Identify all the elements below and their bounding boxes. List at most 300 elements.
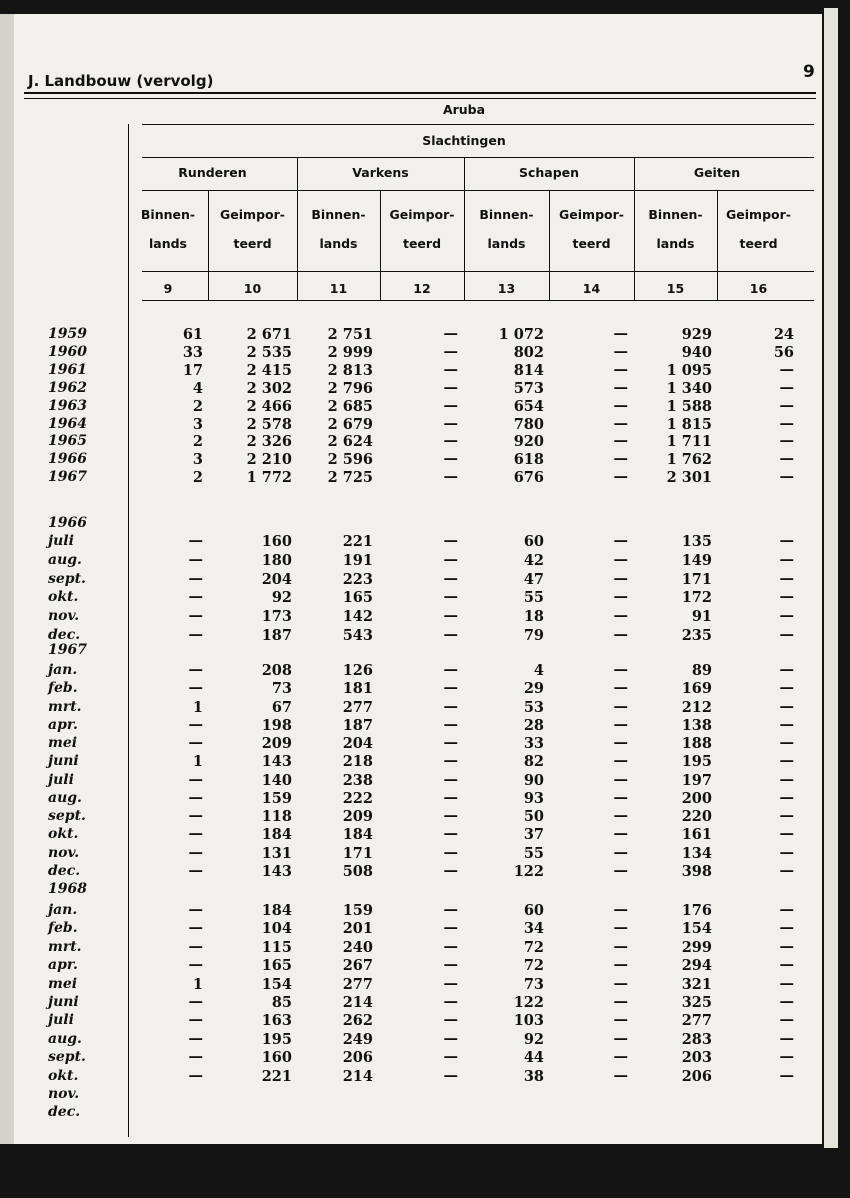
table-cell: 154	[681, 920, 712, 938]
table-cell: 197	[681, 771, 712, 789]
table-cell: 85	[271, 994, 292, 1011]
table-cell: —	[779, 533, 794, 549]
table-cell: —	[613, 902, 628, 918]
table-cell: —	[188, 808, 203, 824]
row-label: mei	[48, 735, 78, 751]
table-cell: —	[443, 716, 458, 733]
table-cell: —	[613, 589, 628, 606]
table-cell: 2 415	[246, 361, 292, 379]
table-cell: 73	[523, 975, 544, 993]
table-cell: 18	[523, 608, 544, 626]
table-cell: 161	[681, 826, 712, 844]
table-cell: —	[779, 1012, 794, 1029]
table-cell: —	[779, 451, 794, 468]
table-cell: 149	[681, 551, 712, 569]
table-cell: —	[188, 771, 203, 788]
table-cell: 2 679	[327, 415, 373, 433]
table-cell: 780	[513, 415, 544, 433]
table-cell: 209	[261, 735, 292, 752]
sub-header: Geimpor- teerd	[220, 207, 285, 251]
table-cell: —	[613, 735, 628, 751]
table-cell: —	[613, 608, 628, 625]
sub-header: Geimpor- teerd	[559, 207, 624, 251]
table-cell: 38	[523, 1067, 544, 1085]
table-cell: 195	[261, 1030, 292, 1048]
table-cell: 206	[681, 1067, 712, 1085]
table-cell: 2	[192, 469, 203, 487]
table-cell: —	[188, 680, 203, 697]
table-cell: 122	[513, 994, 544, 1011]
table-cell: —	[779, 789, 794, 806]
table-cell: 53	[523, 698, 544, 716]
table-cell: 187	[342, 716, 373, 734]
table-cell: 195	[681, 753, 712, 771]
row-label: mrt.	[48, 938, 82, 955]
table-cell: —	[443, 957, 458, 974]
table-cell: 160	[261, 533, 292, 550]
table-cell: —	[779, 1067, 794, 1084]
table-cell: 238	[342, 771, 373, 789]
table-cell: 171	[342, 844, 373, 862]
table-cell: 2 326	[246, 433, 292, 451]
table-cell: —	[613, 771, 628, 788]
table-cell: —	[188, 1067, 203, 1084]
sub-header: Binnen- lands	[479, 207, 534, 251]
table-cell: —	[443, 789, 458, 806]
table-cell: 103	[513, 1012, 544, 1030]
table-cell: 929	[681, 326, 712, 343]
row-label: juli	[48, 533, 74, 549]
table-cell: 55	[523, 844, 544, 862]
table-cell: 90	[523, 771, 544, 789]
table-cell: —	[443, 326, 458, 342]
row-label: sept.	[48, 1049, 86, 1066]
table-cell: 2 210	[246, 451, 292, 469]
table-cell: —	[443, 397, 458, 414]
table-cell: 165	[261, 957, 292, 975]
row-label: jan.	[48, 662, 78, 678]
table-cell: 4	[192, 379, 203, 397]
row-label: 1966	[48, 451, 87, 468]
row-label: juli	[48, 771, 74, 788]
row-label: 1961	[48, 361, 87, 378]
table-cell: —	[188, 1012, 203, 1029]
table-cell: 214	[342, 1067, 373, 1085]
row-label: 1960	[48, 343, 87, 360]
region-label: Aruba	[442, 102, 486, 117]
table-cell: —	[443, 975, 458, 992]
rule-region	[142, 124, 814, 125]
table-cell: 267	[342, 957, 373, 975]
table-cell: —	[613, 433, 628, 450]
table-cell: 184	[261, 826, 292, 844]
table-cell: 34	[523, 920, 544, 938]
table-cell: —	[613, 343, 628, 360]
table-cell: 398	[681, 862, 712, 880]
table-cell: —	[188, 994, 203, 1010]
table-cell: —	[188, 789, 203, 806]
row-label: 1966	[48, 515, 87, 531]
table-cell: 654	[513, 397, 544, 415]
table-cell: —	[443, 771, 458, 788]
table-cell: 17	[182, 361, 203, 379]
table-cell: —	[779, 938, 794, 955]
table-cell: 154	[261, 975, 292, 993]
table-cell: 1	[192, 698, 203, 716]
sub-header: Binnen- lands	[648, 207, 703, 251]
table-cell: —	[779, 589, 794, 606]
table-cell: —	[443, 844, 458, 861]
table-cell: —	[613, 826, 628, 843]
table-cell: 2 725	[327, 469, 373, 487]
table-cell: —	[613, 1012, 628, 1029]
table-cell: 249	[342, 1030, 373, 1048]
table-cell: —	[779, 753, 794, 770]
table-cell: —	[443, 662, 458, 678]
table-cell: 191	[342, 551, 373, 569]
table-cell: 56	[773, 343, 794, 361]
table-cell: 160	[261, 1049, 292, 1067]
table-cell: 171	[681, 570, 712, 588]
table-cell: —	[613, 975, 628, 992]
table-cell: —	[443, 379, 458, 396]
table-cell: —	[188, 957, 203, 974]
table-cell: 181	[342, 680, 373, 698]
table-cell: —	[188, 844, 203, 861]
animal-header: Runderen	[178, 165, 247, 180]
table-cell: 325	[681, 994, 712, 1011]
table-cell: 33	[182, 343, 203, 361]
table-cell: 184	[342, 826, 373, 844]
table-cell: —	[613, 808, 628, 824]
row-label: 1967	[48, 469, 87, 486]
table-cell: 60	[523, 533, 544, 550]
table-cell: 206	[342, 1049, 373, 1067]
table-cell: —	[779, 415, 794, 432]
table-cell: 212	[681, 698, 712, 716]
page-number: 9	[803, 62, 815, 82]
row-label: 1959	[48, 326, 87, 342]
table-cell: —	[443, 698, 458, 715]
table-cell: 92	[271, 589, 292, 607]
table-cell: —	[613, 789, 628, 806]
table-cell: 67	[271, 698, 292, 716]
table-cell: —	[613, 551, 628, 568]
row-label: 1964	[48, 415, 87, 432]
table-cell: —	[443, 1012, 458, 1029]
table-cell: 294	[681, 957, 712, 975]
table-cell: 29	[523, 680, 544, 698]
animal-header: Varkens	[352, 165, 409, 180]
column-number: 11	[329, 281, 348, 296]
table-cell: 79	[523, 627, 544, 644]
table-cell: 2 685	[327, 397, 373, 415]
table-cell: 104	[261, 920, 292, 938]
table-cell: 2 751	[327, 326, 373, 343]
table-cell: —	[443, 735, 458, 751]
row-label: 1965	[48, 433, 87, 450]
table-cell: —	[443, 551, 458, 568]
table-cell: —	[443, 469, 458, 486]
table-cell: 1 340	[666, 379, 712, 397]
table-cell: —	[613, 716, 628, 733]
table-cell: —	[613, 533, 628, 549]
table-cell: —	[613, 570, 628, 587]
table-cell: —	[613, 415, 628, 432]
sub-header: Geimpor- teerd	[389, 207, 455, 251]
table-cell: 321	[681, 975, 712, 993]
table-cell: —	[443, 920, 458, 937]
table-cell: —	[188, 920, 203, 937]
table-cell: 3	[192, 451, 203, 469]
table-cell: —	[613, 379, 628, 396]
table-cell: —	[188, 1030, 203, 1047]
table-cell: —	[443, 680, 458, 697]
table-cell: —	[779, 975, 794, 992]
table-cell: 44	[523, 1049, 544, 1067]
table-cell: 920	[513, 433, 544, 451]
table-cell: —	[779, 379, 794, 396]
table-cell: 543	[342, 627, 373, 644]
table-cell: —	[779, 570, 794, 587]
table-cell: 72	[523, 957, 544, 975]
table-cell: —	[613, 326, 628, 342]
table-cell: —	[613, 627, 628, 643]
table-cell: 42	[523, 551, 544, 569]
table-cell: —	[188, 902, 203, 918]
table-cell: 214	[342, 994, 373, 1011]
table-cell: 2 796	[327, 379, 373, 397]
row-label: juni	[48, 994, 79, 1010]
table-cell: —	[443, 627, 458, 643]
column-number: 16	[749, 281, 768, 296]
table-cell: 159	[261, 789, 292, 807]
table-cell: 508	[342, 862, 373, 880]
table-cell: —	[443, 451, 458, 468]
row-label: mrt.	[48, 698, 82, 715]
table-cell: 2 466	[246, 397, 292, 415]
table-cell: 1 711	[666, 433, 712, 451]
table-cell: 1 762	[666, 451, 712, 469]
table-cell: —	[613, 1049, 628, 1066]
table-cell: 2 302	[246, 379, 292, 397]
row-label: sept.	[48, 570, 86, 587]
column-number: 12	[413, 281, 431, 296]
table-cell: —	[188, 570, 203, 587]
table-cell: 184	[261, 902, 292, 919]
table-cell: 33	[523, 735, 544, 752]
table-cell: 91	[691, 608, 712, 626]
table-cell: —	[779, 698, 794, 715]
table-cell: —	[613, 397, 628, 414]
table-cell: 3	[192, 415, 203, 433]
table-cell: —	[443, 1049, 458, 1066]
table-cell: 2 671	[246, 326, 292, 343]
table-cell: —	[779, 627, 794, 643]
table-cell: —	[613, 862, 628, 879]
table-cell: —	[613, 753, 628, 770]
group-label: Slachtingen	[422, 133, 506, 148]
table-cell: 143	[261, 753, 292, 771]
table-cell: 204	[342, 735, 373, 752]
sub-header: Binnen- lands	[140, 207, 196, 251]
column-number: 15	[666, 281, 685, 296]
table-cell: —	[613, 844, 628, 861]
table-cell: —	[443, 589, 458, 606]
row-label: okt.	[48, 589, 79, 606]
table-cell: 140	[261, 771, 292, 789]
table-cell: 61	[182, 326, 203, 343]
table-cell: —	[188, 1049, 203, 1066]
table-cell: 1	[192, 975, 203, 993]
table-cell: 2 535	[246, 343, 292, 361]
table-cell: —	[443, 608, 458, 625]
table-cell: 277	[342, 698, 373, 716]
table-cell: 60	[523, 902, 544, 919]
row-label: jan.	[48, 902, 78, 918]
row-label: sept.	[48, 808, 86, 824]
document-page	[14, 14, 822, 1144]
table-cell: 814	[513, 361, 544, 379]
table-cell: —	[443, 826, 458, 843]
column-number: 10	[243, 281, 262, 296]
table-cell: —	[779, 902, 794, 918]
table-cell: 208	[261, 662, 292, 679]
row-label: 1962	[48, 379, 87, 396]
table-cell: 218	[342, 753, 373, 771]
table-cell: 188	[681, 735, 712, 752]
table-cell: —	[779, 608, 794, 625]
table-cell: 209	[342, 808, 373, 825]
table-cell: 262	[342, 1012, 373, 1030]
table-cell: —	[779, 397, 794, 414]
table-cell: —	[443, 808, 458, 824]
table-cell: —	[443, 415, 458, 432]
table-cell: —	[779, 735, 794, 751]
table-cell: 169	[681, 680, 712, 698]
table-cell: —	[779, 469, 794, 486]
column-number: 9	[163, 281, 173, 296]
table-cell: 221	[261, 1067, 292, 1085]
table-cell: 134	[681, 844, 712, 862]
table-cell: 283	[681, 1030, 712, 1048]
row-label: 1963	[48, 397, 87, 414]
table-cell: —	[443, 938, 458, 955]
row-label: nov.	[48, 844, 80, 861]
table-cell: 73	[271, 680, 292, 698]
table-cell: —	[613, 994, 628, 1010]
table-cell: 204	[261, 570, 292, 588]
table-cell: 82	[523, 753, 544, 771]
table-cell: 1 095	[666, 361, 712, 379]
table-cell: —	[613, 1030, 628, 1047]
table-cell: 1 815	[666, 415, 712, 433]
table-cell: 203	[681, 1049, 712, 1067]
table-cell: —	[613, 662, 628, 678]
table-cell: —	[188, 938, 203, 955]
table-cell: —	[613, 361, 628, 378]
table-cell: —	[779, 361, 794, 378]
table-cell: —	[188, 662, 203, 678]
table-cell: 802	[513, 343, 544, 361]
table-cell: 142	[342, 608, 373, 626]
table-cell: 277	[681, 1012, 712, 1030]
row-label: feb.	[48, 920, 78, 937]
table-cell: 1	[192, 753, 203, 771]
table-cell: —	[188, 627, 203, 643]
table-cell: —	[779, 957, 794, 974]
table-cell: —	[779, 862, 794, 879]
animal-header: Geiten	[693, 165, 741, 180]
table-cell: 676	[513, 469, 544, 487]
table-cell: 2 578	[246, 415, 292, 433]
table-cell: —	[443, 361, 458, 378]
row-label: aug.	[48, 1030, 82, 1047]
table-cell: —	[188, 826, 203, 843]
table-cell: —	[443, 433, 458, 450]
table-cell: —	[613, 1067, 628, 1084]
row-label: 1967	[48, 642, 87, 658]
table-cell: 277	[342, 975, 373, 993]
rule-animals	[142, 190, 814, 191]
table-cell: —	[779, 994, 794, 1010]
sub-header: Binnen- lands	[311, 207, 366, 251]
table-cell: —	[779, 433, 794, 450]
section-title: J. Landbouw (vervolg)	[28, 72, 214, 90]
table-cell: 126	[342, 662, 373, 679]
table-cell: 299	[681, 938, 712, 956]
table-cell: —	[443, 994, 458, 1010]
table-cell: 1 072	[498, 326, 544, 343]
table-cell: —	[779, 1030, 794, 1047]
table-cell: —	[779, 680, 794, 697]
table-cell: 89	[691, 662, 712, 679]
row-label: feb.	[48, 680, 78, 697]
table-cell: 201	[342, 920, 373, 938]
table-cell: —	[443, 862, 458, 879]
row-label: mei	[48, 975, 78, 992]
table-cell: 159	[342, 902, 373, 919]
row-label: aug.	[48, 789, 82, 806]
row-label: nov.	[48, 608, 80, 625]
column-number: 14	[582, 281, 601, 296]
table-cell: —	[779, 771, 794, 788]
table-cell: 2	[192, 397, 203, 415]
column-number: 13	[497, 281, 516, 296]
table-cell: —	[613, 469, 628, 486]
table-cell: —	[443, 753, 458, 770]
table-cell: —	[443, 570, 458, 587]
table-cell: 163	[261, 1012, 292, 1030]
table-cell: —	[188, 716, 203, 733]
table-cell: 187	[261, 627, 292, 644]
row-label: okt.	[48, 826, 79, 843]
table-cell: 200	[681, 789, 712, 807]
table-cell: 2 624	[327, 433, 373, 451]
table-cell: —	[779, 551, 794, 568]
table-cell: —	[779, 662, 794, 678]
table-cell: —	[188, 735, 203, 751]
table-cell: —	[779, 826, 794, 843]
row-label: dec.	[48, 862, 81, 879]
table-cell: 180	[261, 551, 292, 569]
table-cell: 135	[681, 533, 712, 550]
table-cell: 176	[681, 902, 712, 919]
table-cell: 4	[533, 662, 544, 679]
table-cell: 1 772	[246, 469, 292, 487]
table-cell: —	[779, 716, 794, 733]
table-cell: 223	[342, 570, 373, 588]
